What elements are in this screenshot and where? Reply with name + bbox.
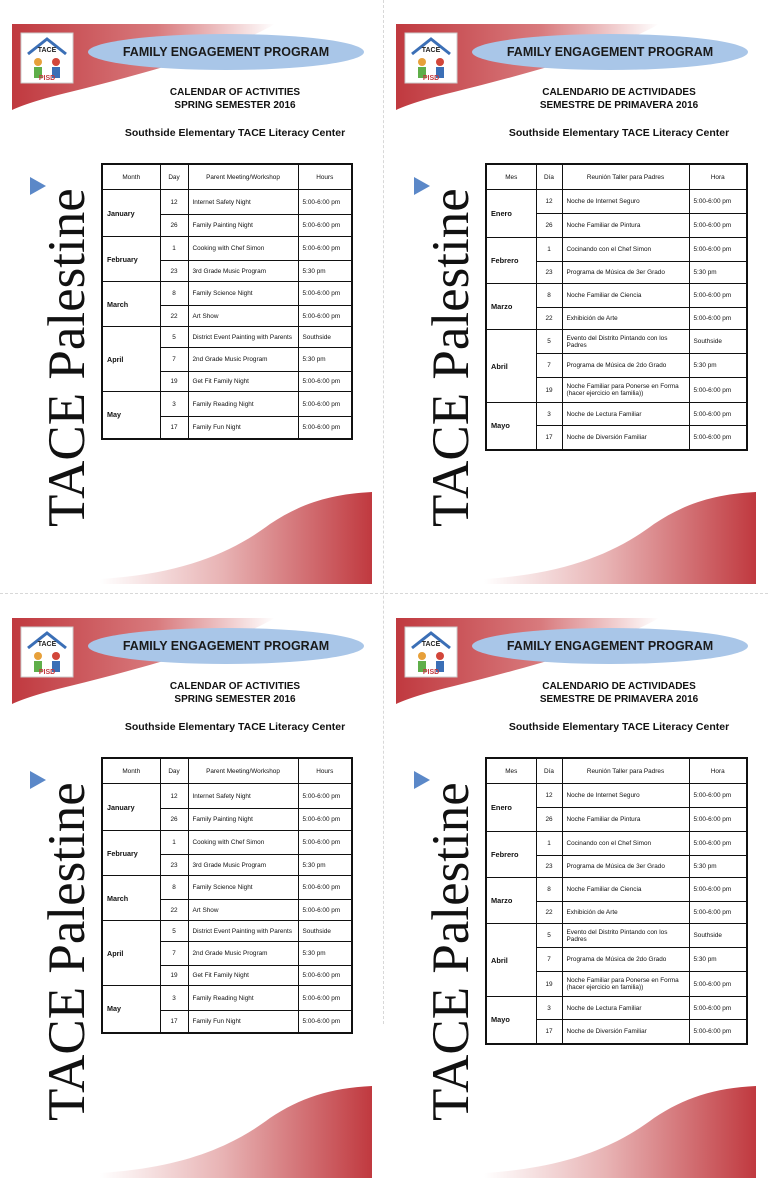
day-cell: 23 bbox=[536, 856, 562, 878]
vertical-title-text: TACE Palestine bbox=[38, 782, 96, 1121]
program-title: FAMILY ENGAGEMENT PROGRAM bbox=[122, 639, 330, 653]
program-title-banner bbox=[88, 34, 364, 70]
day-cell: 12 bbox=[160, 190, 188, 215]
event-cell: Noche de Diversión Familiar bbox=[562, 426, 689, 450]
flyer-panel-4 bbox=[384, 594, 768, 1188]
hours-cell: 5:00-6:00 pm bbox=[689, 284, 747, 308]
event-cell: 2nd Grade Music Program bbox=[188, 348, 298, 372]
schedule-table bbox=[101, 163, 353, 440]
month-cell: January bbox=[102, 190, 160, 237]
center-name: Southside Elementary TACE Literacy Center bbox=[508, 721, 730, 733]
program-title-banner bbox=[472, 34, 748, 70]
column-header: Month bbox=[102, 164, 160, 190]
day-cell: 7 bbox=[536, 948, 562, 972]
event-cell: Evento del Distrito Pintando con los Padres bbox=[562, 924, 689, 948]
event-cell: Programa de Música de 3er Grado bbox=[562, 262, 689, 284]
hours-cell: 5:30 pm bbox=[689, 948, 747, 972]
event-cell: Cooking with Chef Simon bbox=[188, 237, 298, 261]
day-cell: 22 bbox=[160, 900, 188, 921]
month-cell: Mayo bbox=[486, 403, 536, 450]
vertical-title bbox=[36, 729, 96, 1129]
hours-cell: 5:30 pm bbox=[298, 348, 352, 372]
hours-cell: 5:00-6:00 pm bbox=[689, 878, 747, 902]
event-cell: Programa de Música de 2do Grado bbox=[562, 354, 689, 378]
hours-cell: Southside bbox=[689, 330, 747, 354]
calendar-title-line2: SEMESTRE DE PRIMAVERA 2016 bbox=[539, 100, 699, 111]
day-cell: 5 bbox=[536, 330, 562, 354]
event-cell: Cooking with Chef Simon bbox=[188, 831, 298, 855]
program-title-banner bbox=[88, 628, 364, 664]
calendar-title-line1: CALENDAR OF ACTIVITIES bbox=[169, 681, 301, 692]
event-cell: Noche Familiar de Pintura bbox=[562, 214, 689, 238]
table-row bbox=[102, 921, 352, 942]
calendar-title-line1: CALENDARIO DE ACTIVIDADES bbox=[542, 681, 696, 692]
event-cell: District Event Painting with Parents bbox=[188, 327, 298, 348]
day-cell: 5 bbox=[160, 921, 188, 942]
day-cell: 17 bbox=[160, 1011, 188, 1033]
hours-cell: 5:00-6:00 pm bbox=[298, 392, 352, 417]
hours-cell: 5:00-6:00 pm bbox=[298, 809, 352, 831]
hours-cell: 5:00-6:00 pm bbox=[298, 417, 352, 439]
day-cell: 26 bbox=[536, 808, 562, 832]
table-header-row bbox=[486, 164, 747, 190]
event-cell: Noche Familiar de Ciencia bbox=[562, 878, 689, 902]
svg-text:TACE: TACE bbox=[37, 641, 57, 648]
table-row bbox=[102, 784, 352, 809]
calendar-title-line2: SPRING SEMESTER 2016 bbox=[174, 100, 296, 111]
day-cell: 26 bbox=[160, 215, 188, 237]
center-name: Southside Elementary TACE Literacy Center bbox=[124, 721, 346, 733]
hours-cell: 5:00-6:00 pm bbox=[298, 372, 352, 392]
event-cell: Noche de Lectura Familiar bbox=[562, 997, 689, 1020]
event-cell: Programa de Música de 2do Grado bbox=[562, 948, 689, 972]
hours-cell: 5:00-6:00 pm bbox=[298, 306, 352, 327]
table-row bbox=[102, 831, 352, 855]
event-cell: 2nd Grade Music Program bbox=[188, 942, 298, 966]
month-cell: Enero bbox=[486, 784, 536, 832]
hours-cell: 5:00-6:00 pm bbox=[689, 1020, 747, 1044]
day-cell: 19 bbox=[536, 378, 562, 403]
hours-cell: 5:30 pm bbox=[689, 262, 747, 284]
flyer-panel-3 bbox=[0, 594, 384, 1188]
calendar-title bbox=[100, 86, 370, 112]
blue-triangle-marker bbox=[30, 177, 46, 195]
svg-text:PISD: PISD bbox=[38, 75, 56, 82]
hours-cell: 5:00-6:00 pm bbox=[298, 190, 352, 215]
svg-text:PISD: PISD bbox=[38, 669, 56, 676]
program-title: FAMILY ENGAGEMENT PROGRAM bbox=[122, 45, 330, 59]
blue-triangle-marker bbox=[30, 771, 46, 789]
table-row bbox=[102, 190, 352, 215]
table-row bbox=[102, 986, 352, 1011]
table-header-row bbox=[102, 758, 352, 784]
svg-text:TACE: TACE bbox=[37, 47, 57, 54]
hours-cell: 5:00-6:00 pm bbox=[689, 972, 747, 997]
month-cell: Enero bbox=[486, 190, 536, 238]
svg-text:TACE: TACE bbox=[421, 641, 441, 648]
hours-cell: Southside bbox=[689, 924, 747, 948]
event-cell: Family Reading Night bbox=[188, 392, 298, 417]
day-cell: 5 bbox=[160, 327, 188, 348]
day-cell: 1 bbox=[536, 238, 562, 262]
table-row bbox=[102, 327, 352, 348]
event-cell: Family Fun Night bbox=[188, 1011, 298, 1033]
tace-pisd-logo bbox=[404, 32, 458, 84]
event-cell: Noche de Lectura Familiar bbox=[562, 403, 689, 426]
hours-cell: 5:00-6:00 pm bbox=[298, 900, 352, 921]
column-header: Reunión Taller para Padres bbox=[562, 758, 689, 784]
blue-triangle-marker bbox=[414, 177, 430, 195]
table-row bbox=[102, 392, 352, 417]
day-cell: 17 bbox=[536, 1020, 562, 1044]
table-row bbox=[486, 832, 747, 856]
month-cell: Marzo bbox=[486, 284, 536, 330]
event-cell: Internet Safety Night bbox=[188, 784, 298, 809]
day-cell: 8 bbox=[160, 876, 188, 900]
month-cell: Febrero bbox=[486, 238, 536, 284]
event-cell: 3rd Grade Music Program bbox=[188, 261, 298, 282]
hours-cell: 5:00-6:00 pm bbox=[298, 831, 352, 855]
hours-cell: 5:30 pm bbox=[689, 354, 747, 378]
month-cell: Marzo bbox=[486, 878, 536, 924]
column-header: Reunión Taller para Padres bbox=[562, 164, 689, 190]
day-cell: 17 bbox=[536, 426, 562, 450]
month-cell: February bbox=[102, 831, 160, 876]
day-cell: 19 bbox=[160, 372, 188, 392]
vertical-title bbox=[420, 729, 480, 1129]
table-header-row bbox=[102, 164, 352, 190]
vertical-title-text: TACE Palestine bbox=[422, 188, 480, 527]
event-cell: Get Fit Family Night bbox=[188, 372, 298, 392]
day-cell: 12 bbox=[536, 190, 562, 214]
event-cell: Family Painting Night bbox=[188, 809, 298, 831]
calendar-title-line1: CALENDAR OF ACTIVITIES bbox=[169, 87, 301, 98]
day-cell: 1 bbox=[536, 832, 562, 856]
month-cell: Mayo bbox=[486, 997, 536, 1044]
svg-text:PISD: PISD bbox=[422, 669, 440, 676]
hours-cell: 5:00-6:00 pm bbox=[298, 1011, 352, 1033]
column-header: Hours bbox=[298, 758, 352, 784]
day-cell: 1 bbox=[160, 831, 188, 855]
column-header: Hora bbox=[689, 164, 747, 190]
event-cell: Family Painting Night bbox=[188, 215, 298, 237]
hours-cell: 5:00-6:00 pm bbox=[689, 308, 747, 330]
day-cell: 23 bbox=[536, 262, 562, 284]
table-row bbox=[486, 878, 747, 902]
hours-cell: 5:00-6:00 pm bbox=[689, 808, 747, 832]
table-row bbox=[486, 784, 747, 808]
event-cell: Noche de Diversión Familiar bbox=[562, 1020, 689, 1044]
table-row bbox=[486, 924, 747, 948]
day-cell: 26 bbox=[160, 809, 188, 831]
month-cell: January bbox=[102, 784, 160, 831]
hours-cell: 5:30 pm bbox=[689, 856, 747, 878]
event-cell: Cocinando con el Chef Simon bbox=[562, 238, 689, 262]
table-row bbox=[486, 997, 747, 1020]
day-cell: 22 bbox=[536, 902, 562, 924]
hours-cell: 5:00-6:00 pm bbox=[689, 784, 747, 808]
day-cell: 23 bbox=[160, 855, 188, 876]
day-cell: 3 bbox=[160, 392, 188, 417]
hours-cell: 5:00-6:00 pm bbox=[298, 237, 352, 261]
hours-cell: 5:00-6:00 pm bbox=[689, 214, 747, 238]
tace-pisd-logo bbox=[20, 32, 74, 84]
day-cell: 23 bbox=[160, 261, 188, 282]
day-cell: 12 bbox=[160, 784, 188, 809]
hours-cell: 5:00-6:00 pm bbox=[689, 378, 747, 403]
event-cell: District Event Painting with Parents bbox=[188, 921, 298, 942]
day-cell: 8 bbox=[536, 878, 562, 902]
column-header: Día bbox=[536, 164, 562, 190]
day-cell: 7 bbox=[160, 942, 188, 966]
day-cell: 7 bbox=[160, 348, 188, 372]
event-cell: Exhibición de Arte bbox=[562, 902, 689, 924]
hours-cell: 5:00-6:00 pm bbox=[298, 282, 352, 306]
event-cell: Exhibición de Arte bbox=[562, 308, 689, 330]
hours-cell: 5:30 pm bbox=[298, 942, 352, 966]
schedule-table bbox=[101, 757, 353, 1034]
day-cell: 1 bbox=[160, 237, 188, 261]
flyer-panel-2 bbox=[384, 0, 768, 594]
month-cell: Abril bbox=[486, 330, 536, 403]
hours-cell: Southside bbox=[298, 327, 352, 348]
month-cell: Abril bbox=[486, 924, 536, 997]
event-cell: Cocinando con el Chef Simon bbox=[562, 832, 689, 856]
event-cell: Noche Familiar para Ponerse en Forma (hacer ejercicio en familia)) bbox=[562, 378, 689, 403]
day-cell: 22 bbox=[160, 306, 188, 327]
hours-cell: 5:00-6:00 pm bbox=[298, 966, 352, 986]
day-cell: 26 bbox=[536, 214, 562, 238]
calendar-title bbox=[100, 680, 370, 706]
schedule-table bbox=[485, 757, 748, 1045]
blue-triangle-marker bbox=[414, 771, 430, 789]
center-name: Southside Elementary TACE Literacy Center bbox=[124, 127, 346, 139]
center-name: Southside Elementary TACE Literacy Center bbox=[508, 127, 730, 139]
event-cell: Noche Familiar para Ponerse en Forma (hacer ejercicio en familia)) bbox=[562, 972, 689, 997]
calendar-title-line2: SPRING SEMESTER 2016 bbox=[174, 694, 296, 705]
hours-cell: Southside bbox=[298, 921, 352, 942]
month-cell: Febrero bbox=[486, 832, 536, 878]
svg-text:TACE: TACE bbox=[421, 47, 441, 54]
event-cell: Noche Familiar de Ciencia bbox=[562, 284, 689, 308]
event-cell: Family Science Night bbox=[188, 876, 298, 900]
table-row bbox=[486, 284, 747, 308]
day-cell: 12 bbox=[536, 784, 562, 808]
event-cell: Family Reading Night bbox=[188, 986, 298, 1011]
calendar-title-line1: CALENDARIO DE ACTIVIDADES bbox=[542, 87, 696, 98]
hours-cell: 5:00-6:00 pm bbox=[298, 215, 352, 237]
program-title: FAMILY ENGAGEMENT PROGRAM bbox=[506, 45, 714, 59]
calendar-title bbox=[484, 86, 754, 112]
hours-cell: 5:30 pm bbox=[298, 855, 352, 876]
event-cell: Noche de Internet Seguro bbox=[562, 190, 689, 214]
hours-cell: 5:00-6:00 pm bbox=[689, 426, 747, 450]
vertical-title-text: TACE Palestine bbox=[38, 188, 96, 527]
column-header: Hora bbox=[689, 758, 747, 784]
table-row bbox=[102, 237, 352, 261]
table-row bbox=[486, 190, 747, 214]
schedule-table bbox=[485, 163, 748, 451]
program-title-banner bbox=[472, 628, 748, 664]
hours-cell: 5:00-6:00 pm bbox=[689, 902, 747, 924]
event-cell: Programa de Música de 3er Grado bbox=[562, 856, 689, 878]
month-cell: March bbox=[102, 282, 160, 327]
event-cell: Noche Familiar de Pintura bbox=[562, 808, 689, 832]
table-row bbox=[486, 330, 747, 354]
program-title: FAMILY ENGAGEMENT PROGRAM bbox=[506, 639, 714, 653]
vertical-title bbox=[36, 135, 96, 535]
day-cell: 3 bbox=[536, 997, 562, 1020]
hours-cell: 5:00-6:00 pm bbox=[298, 986, 352, 1011]
table-row bbox=[486, 238, 747, 262]
day-cell: 8 bbox=[160, 282, 188, 306]
day-cell: 7 bbox=[536, 354, 562, 378]
tace-pisd-logo bbox=[20, 626, 74, 678]
hours-cell: 5:00-6:00 pm bbox=[689, 997, 747, 1020]
column-header: Mes bbox=[486, 164, 536, 190]
column-header: Parent Meeting/Workshop bbox=[188, 164, 298, 190]
month-cell: March bbox=[102, 876, 160, 921]
hours-cell: 5:00-6:00 pm bbox=[689, 832, 747, 856]
day-cell: 3 bbox=[160, 986, 188, 1011]
tace-pisd-logo bbox=[404, 626, 458, 678]
event-cell: 3rd Grade Music Program bbox=[188, 855, 298, 876]
column-header: Month bbox=[102, 758, 160, 784]
column-header: Day bbox=[160, 758, 188, 784]
calendar-title bbox=[484, 680, 754, 706]
event-cell: Internet Safety Night bbox=[188, 190, 298, 215]
day-cell: 3 bbox=[536, 403, 562, 426]
day-cell: 22 bbox=[536, 308, 562, 330]
day-cell: 5 bbox=[536, 924, 562, 948]
month-cell: May bbox=[102, 986, 160, 1033]
day-cell: 17 bbox=[160, 417, 188, 439]
hours-cell: 5:30 pm bbox=[298, 261, 352, 282]
column-header: Parent Meeting/Workshop bbox=[188, 758, 298, 784]
column-header: Hours bbox=[298, 164, 352, 190]
vertical-title bbox=[420, 135, 480, 535]
month-cell: February bbox=[102, 237, 160, 282]
hours-cell: 5:00-6:00 pm bbox=[298, 784, 352, 809]
hours-cell: 5:00-6:00 pm bbox=[689, 403, 747, 426]
day-cell: 8 bbox=[536, 284, 562, 308]
day-cell: 19 bbox=[536, 972, 562, 997]
table-header-row bbox=[486, 758, 747, 784]
column-header: Día bbox=[536, 758, 562, 784]
event-cell: Family Science Night bbox=[188, 282, 298, 306]
column-header: Day bbox=[160, 164, 188, 190]
event-cell: Get Fit Family Night bbox=[188, 966, 298, 986]
table-row bbox=[486, 403, 747, 426]
flyer-panel-1 bbox=[0, 0, 384, 594]
event-cell: Evento del Distrito Pintando con los Padres bbox=[562, 330, 689, 354]
event-cell: Noche de Internet Seguro bbox=[562, 784, 689, 808]
table-row bbox=[102, 282, 352, 306]
table-row bbox=[102, 876, 352, 900]
event-cell: Art Show bbox=[188, 306, 298, 327]
month-cell: May bbox=[102, 392, 160, 439]
hours-cell: 5:00-6:00 pm bbox=[689, 238, 747, 262]
day-cell: 19 bbox=[160, 966, 188, 986]
hours-cell: 5:00-6:00 pm bbox=[689, 190, 747, 214]
hours-cell: 5:00-6:00 pm bbox=[298, 876, 352, 900]
month-cell: April bbox=[102, 327, 160, 392]
svg-text:PISD: PISD bbox=[422, 75, 440, 82]
month-cell: April bbox=[102, 921, 160, 986]
event-cell: Art Show bbox=[188, 900, 298, 921]
calendar-title-line2: SEMESTRE DE PRIMAVERA 2016 bbox=[539, 694, 699, 705]
vertical-title-text: TACE Palestine bbox=[422, 782, 480, 1121]
event-cell: Family Fun Night bbox=[188, 417, 298, 439]
column-header: Mes bbox=[486, 758, 536, 784]
